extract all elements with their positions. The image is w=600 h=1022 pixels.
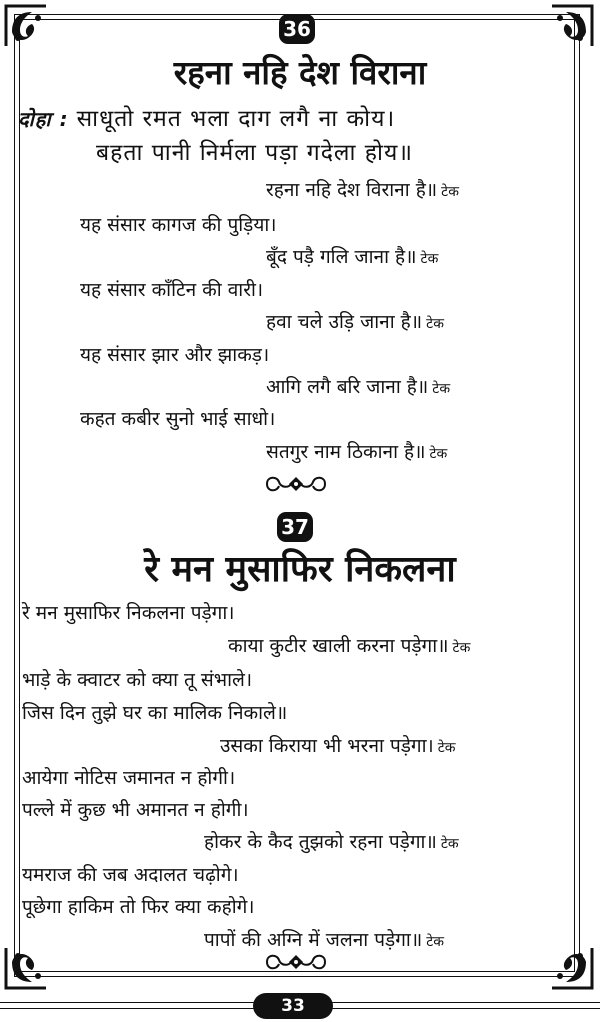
tek-marker: टेक (440, 836, 459, 852)
tek-marker: टेक (452, 640, 471, 656)
song-title: रे मन मुसाफिर निकलना (144, 549, 456, 590)
verse-line: भाड़े के क्वाटर को क्या तू संभाले। (22, 669, 253, 691)
doha-line (18, 106, 395, 132)
verse-line: यह संसार झार और झाकड़। (80, 344, 270, 366)
verse-line: हवा चले उड़ि जाना है॥ टेक (266, 311, 444, 333)
verse-line: यह संसार कागज की पुड़िया। (80, 214, 277, 236)
verse-line: जिस दिन तुझे घर का मालिक निकाले॥ (22, 702, 288, 724)
scroll-ornament-icon (263, 951, 329, 973)
floral-corner-icon (2, 2, 50, 50)
verse-line: आयेगा नोटिस जमानत न होगी। (22, 767, 236, 789)
verse-line: सतगुर नाम ठिकाना है॥ टेक (266, 441, 448, 463)
tek-marker: टेक (441, 184, 459, 200)
verse-line: आगि लगै बरि जाना है॥ टेक (266, 376, 451, 398)
doha-line: बहता पानी निर्मला पड़ा गदेला होय॥ (96, 140, 414, 166)
tek-marker: टेक (426, 934, 445, 950)
verse-line: पूछेगा हाकिम तो फिर क्या कहोगे। (22, 896, 255, 918)
doha-label: दोहा : (18, 107, 69, 131)
verse-line: होकर के कैद तुझको रहना पड़ेगा॥ टेक (204, 831, 459, 853)
tek-marker: टेक (437, 740, 456, 756)
song-title: रहना नहि देश विराना (173, 53, 427, 92)
floral-corner-icon (548, 944, 596, 992)
verse-line: कहत कबीर सुनो भाई साधो। (80, 408, 276, 430)
page-number: 33 (253, 993, 333, 1019)
verse-line: उसका किराया भी भरना पड़ेगा। टेक (220, 735, 456, 757)
verse-line: पल्ले में कुछ भी अमानत न होगी। (22, 799, 249, 821)
verse-line: पापों की अग्नि में जलना पड़ेगा॥ टेक (204, 929, 445, 951)
verse-line: यह संसार काँटिन की वारी। (80, 279, 264, 301)
tek-marker: टेक (426, 316, 444, 332)
verse-line: रहना नहि देश विराना है॥ टेक (266, 179, 459, 201)
floral-corner-icon (2, 944, 50, 992)
tek-marker: टेक (429, 446, 448, 462)
verse-line: यमराज की जब अदालत चढ़ोगे। (22, 864, 239, 886)
song-number-badge: 36 (279, 14, 315, 44)
doha-text: साधूतो रमत भला दाग लगै ना कोय। (76, 106, 396, 132)
tek-marker: टेक (420, 251, 439, 267)
scroll-ornament-icon (263, 473, 329, 495)
tek-marker: टेक (432, 381, 451, 397)
verse-line: बूँद पड़ै गलि जाना है॥ टेक (266, 246, 439, 268)
floral-corner-icon (548, 2, 596, 50)
verse-line: काया कुटीर खाली करना पड़ेगा॥ टेक (228, 635, 471, 657)
verse-line: रे मन मुसाफिर निकलना पड़ेगा। (22, 602, 235, 624)
song-number-badge: 37 (277, 512, 313, 542)
